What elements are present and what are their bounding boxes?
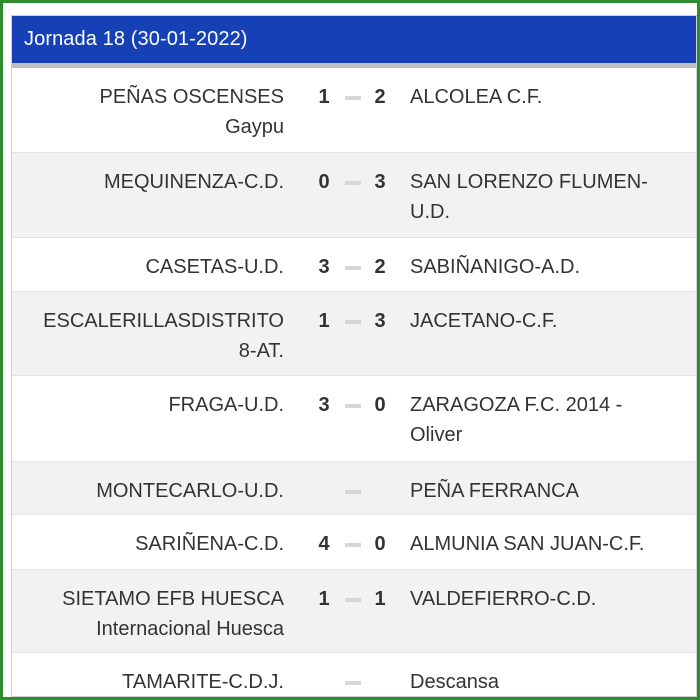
round-header — [12, 16, 696, 68]
score-separator — [345, 96, 361, 100]
away-team[interactable]: SAN LORENZO FLUMEN- U.D. — [410, 167, 680, 227]
home-score: 4 — [318, 533, 330, 555]
match-row[interactable] — [12, 515, 696, 570]
away-team[interactable]: ALMUNIA SAN JUAN-C.F. — [410, 533, 645, 555]
away-team[interactable]: SABIÑANIGO-A.D. — [410, 256, 581, 278]
home-team[interactable]: SARIÑENA-C.D. — [135, 533, 284, 555]
home-score: 0 — [318, 171, 330, 193]
home-score: 3 — [318, 394, 330, 416]
away-score: 1 — [374, 588, 386, 610]
home-score: 1 — [318, 588, 330, 610]
away-score: 0 — [374, 533, 386, 555]
home-team[interactable]: MEQUINENZA-C.D. — [104, 171, 284, 193]
home-team[interactable]: ESCALERILLASDISTRITO 8-AT. — [12, 306, 284, 366]
match-row[interactable] — [12, 68, 696, 153]
away-team-sub: Oliver — [410, 424, 463, 446]
away-team[interactable]: JACETANO-C.F. — [410, 310, 558, 332]
home-team[interactable]: CASETAS-U.D. — [145, 256, 284, 278]
home-team[interactable]: PEÑAS OSCENSES Gaypu — [12, 82, 284, 142]
away-team[interactable]: ZARAGOZA F.C. 2014 - Oliver — [410, 390, 680, 450]
away-team[interactable]: Descansa — [410, 671, 499, 693]
home-team-sub: Internacional Huesca — [96, 618, 284, 640]
home-team[interactable]: MONTECARLO-U.D. — [96, 480, 284, 502]
score-separator — [345, 598, 361, 602]
match-row[interactable] — [12, 292, 696, 376]
score-separator — [345, 404, 361, 408]
score-separator — [345, 543, 361, 547]
home-score: 3 — [318, 256, 330, 278]
home-team-sub: 8-AT. — [238, 340, 284, 362]
home-team[interactable]: FRAGA-U.D. — [168, 394, 284, 416]
away-team-sub: U.D. — [410, 201, 450, 223]
away-score: 2 — [374, 86, 386, 108]
away-score: 3 — [374, 310, 386, 332]
away-team[interactable]: ALCOLEA C.F. — [410, 86, 543, 108]
score-separator — [345, 490, 361, 494]
score-separator — [345, 681, 361, 685]
home-team-sub: Gaypu — [225, 116, 284, 138]
score-separator — [345, 266, 361, 270]
home-score: 1 — [318, 86, 330, 108]
home-team[interactable]: SIETAMO EFB HUESCA Internacional Huesca — [12, 584, 284, 644]
home-score: 1 — [318, 310, 330, 332]
round-title: Jornada 18 (30-01-2022) — [24, 28, 248, 50]
match-row[interactable] — [12, 653, 696, 697]
away-team[interactable]: VALDEFIERRO-C.D. — [410, 588, 597, 610]
away-score: 0 — [374, 394, 386, 416]
match-row[interactable] — [12, 376, 696, 462]
fixtures-panel — [11, 15, 697, 697]
away-score: 3 — [374, 171, 386, 193]
match-row[interactable] — [12, 462, 696, 515]
away-score: 2 — [374, 256, 386, 278]
score-separator — [345, 181, 361, 185]
match-row[interactable] — [12, 570, 696, 653]
score-separator — [345, 320, 361, 324]
match-row[interactable] — [12, 238, 696, 292]
match-row[interactable] — [12, 153, 696, 238]
home-team[interactable]: TAMARITE-C.D.J. — [122, 671, 284, 693]
away-team[interactable]: PEÑA FERRANCA — [410, 480, 579, 502]
